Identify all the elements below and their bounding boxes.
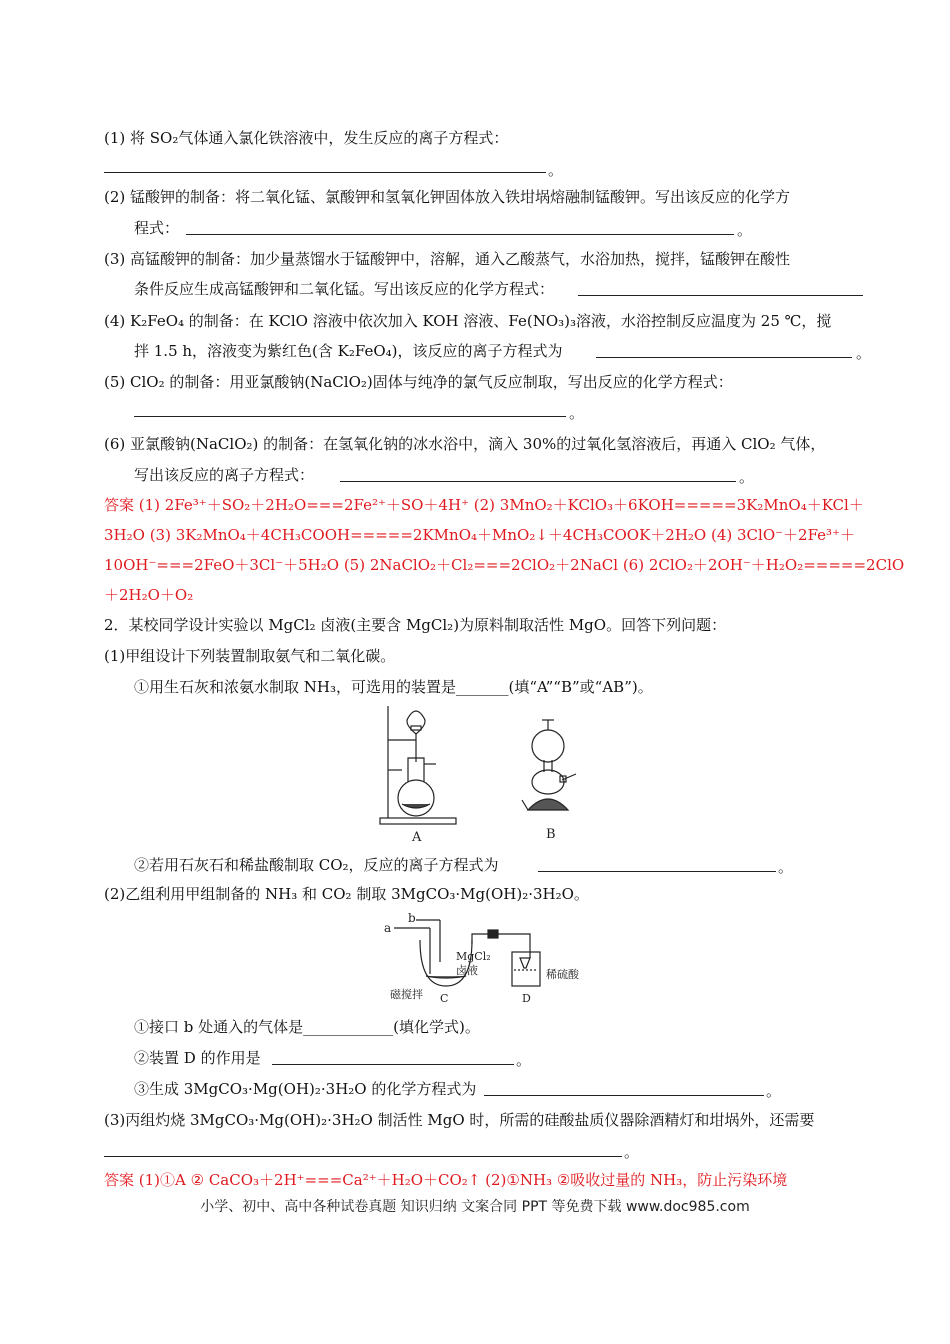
answer-blank [272, 1064, 514, 1065]
port-a-label: a [384, 921, 392, 935]
q1-part3-cont: 条件反应生成高锰酸钾和二氧化锰。写出该反应的化学方程式： [134, 280, 555, 298]
label-c: C [440, 992, 449, 1005]
mgcl2-label: MgCl₂ [456, 950, 491, 963]
q2-s2: ②装置 D 的作用是 [134, 1049, 261, 1067]
answer-line: 10OH⁻===2FeO＋3Cl⁻＋5H₂O (5) 2NaClO₂＋Cl₂===2ClO₂＋2NaCl (6) 2ClO₂＋2OH⁻＋H₂O₂=====2ClO [104, 556, 905, 574]
answer-line: 答案 (1) 2Fe³⁺＋SO₂＋2H₂O===2Fe²⁺＋SO＋4H⁺ (2) 3MnO₂＋KClO₃＋6KOH=====3K₂MnO₄＋KCl＋ [104, 496, 864, 514]
q1-part6: (6) 亚氯酸钠(NaClO₂) 的制备：在氢氧化钠的冰水浴中，滴入 30%的过氧化氢溶液后，再通入 ClO₂ 气体， [104, 435, 826, 453]
answer-blank [104, 1156, 622, 1157]
period: 。 [739, 468, 755, 486]
answer-blank [596, 357, 852, 358]
q1-part4-cont: 拌 1.5 h，溶液变为紫红色(含 K₂FeO₄)，该反应的离子方程式为 [134, 342, 563, 360]
label-d: D [522, 992, 531, 1005]
period: 。 [737, 221, 753, 239]
answer-blank [578, 295, 863, 296]
period: 。 [856, 344, 872, 362]
q1-part6-cont: 写出该反应的离子方程式： [134, 466, 315, 484]
dilute-acid-label: 稀硫酸 [546, 968, 579, 981]
period: 。 [548, 161, 564, 179]
answer-line: 答案 (1)①A ② CaCO₃＋2H⁺===Ca²⁺＋H₂O＋CO₂↑ (2)①NH₃ ②吸收过量的 NH₃，防止污染环境 [104, 1171, 788, 1189]
apparatus-figure-cd [380, 910, 590, 1006]
answer-blank [104, 172, 546, 173]
apparatus-figure-ab [378, 700, 588, 848]
luye-label: 卤液 [456, 964, 478, 977]
q1-part4: (4) K₂FeO₄ 的制备：在 KClO 溶液中依次加入 KOH 溶液、Fe(NO₃)₃溶液，水浴控制反应温度为 25 ℃，搅 [104, 312, 832, 330]
port-b-label: b [408, 911, 416, 925]
q2-s1: ①接口 b 处通入的气体是____________(填化学式)。 [134, 1018, 480, 1036]
answer-blank [134, 416, 566, 417]
q2-part2: (2)乙组利用甲组制备的 NH₃ 和 CO₂ 制取 3MgCO₃·Mg(OH)₂·3H₂O。 [104, 885, 589, 903]
answer-blank [340, 481, 736, 482]
answer-line: ＋2H₂O＋O₂ [104, 586, 194, 604]
label-b: B [546, 827, 556, 842]
q2-part1: (1)甲组设计下列装置制取氨气和二氧化碳。 [104, 647, 396, 665]
label-a: A [412, 830, 422, 845]
answer-blank [538, 871, 776, 872]
answer-line: 3H₂O (3) 3K₂MnO₄＋4CH₃COOH=====2KMnO₄＋MnO₂↓＋4CH₃COOK＋2H₂O (4) 3ClO⁻＋2Fe³⁺＋ [104, 526, 855, 544]
q2-part3: (3)丙组灼烧 3MgCO₃·Mg(OH)₂·3H₂O 制活性 MgO 时，所需的硅酸盐质仪器除酒精灯和坩埚外，还需要 [104, 1111, 815, 1129]
period: 。 [778, 858, 794, 876]
q2-intro: 2．某校同学设计实验以 MgCl₂ 卤液(主要含 MgCl₂)为原料制取活性 MgO。回答下列问题： [104, 616, 727, 634]
q2-sub2: ②若用石灰石和稀盐酸制取 CO₂，反应的离子方程式为 [134, 856, 499, 874]
q1-part2-cont: 程式： [134, 219, 180, 237]
q2-s3: ③生成 3MgCO₃·Mg(OH)₂·3H₂O 的化学方程式为 [134, 1080, 477, 1098]
q1-part2: (2) 锰酸钾的制备：将二氧化锰、氯酸钾和氢氧化钾固体放入铁坩埚熔融制锰酸钾。写出该反应的化学方 [104, 188, 791, 206]
footer-text: 小学、初中、高中各种试卷真题 知识归纳 文案合同 PPT 等免费下载 www.doc985.com [200, 1199, 750, 1215]
q1-part5: (5) ClO₂ 的制备：用亚氯酸钠(NaClO₂)固体与纯净的氯气反应制取，写出反应的化学方程式： [104, 373, 733, 391]
period: 。 [624, 1143, 640, 1161]
period: 。 [569, 404, 585, 422]
stirrer-label: 磁搅拌 [390, 988, 423, 1001]
answer-blank [186, 234, 734, 235]
period: 。 [516, 1051, 532, 1069]
q1-part3: (3) 高锰酸钾的制备：加少量蒸馏水于锰酸钾中，溶解，通入乙酸蒸气，水浴加热，搅拌，锰酸钾在酸性 [104, 250, 791, 268]
period: 。 [766, 1082, 782, 1100]
q2-sub1: ①用生石灰和浓氨水制取 NH₃，可选用的装置是_______(填“A”“B”或“AB”)。 [134, 678, 653, 696]
q1-part1: (1) 将 SO₂气体通入氯化铁溶液中，发生反应的离子方程式： [104, 129, 509, 147]
answer-blank [484, 1095, 764, 1096]
